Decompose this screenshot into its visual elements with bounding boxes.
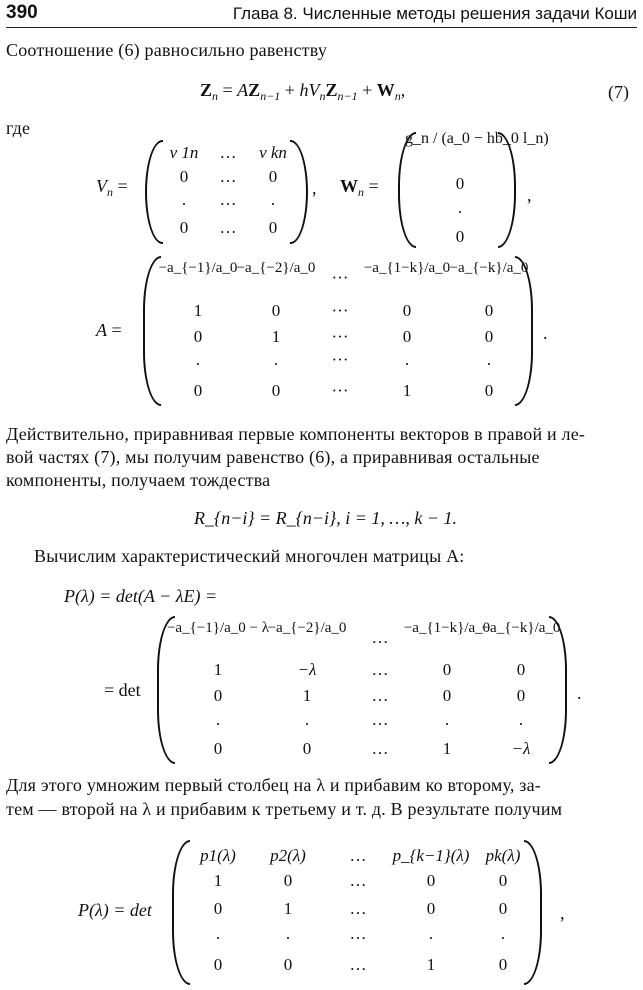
matrix-cell: 0: [484, 381, 494, 400]
p-lambda-definition: P(λ) = det(A − λE) =: [64, 586, 218, 606]
matrix-cell: 0: [455, 174, 465, 193]
matrix-cell: 0: [302, 739, 312, 758]
paragraph-4-line-1: Для этого умножим первый столбец на λ и прибавим ко второму, за-: [6, 775, 541, 795]
matrix-cell: .: [304, 710, 310, 729]
matrix-cell: −a_{−1}/a_0: [158, 260, 238, 276]
matrix-cell: −a_{−k}/a_0: [449, 260, 529, 276]
matrix-cell: 0: [484, 301, 494, 320]
where-label: где: [6, 118, 31, 138]
matrix-cell: 0: [179, 167, 189, 186]
a-right-paren: [515, 256, 533, 406]
matrix-cell: .: [195, 350, 201, 369]
matrix-cell: 0: [213, 739, 223, 758]
matrix-cell: 1: [302, 686, 312, 705]
matrix-cell: .: [285, 924, 291, 943]
a-left-paren: [143, 256, 161, 406]
matrix-cell: p1(λ): [200, 846, 236, 865]
matrix-cell: 0: [498, 871, 508, 890]
equation-7: $Z_n = AZ_{n-1} + hV_nZ_{n-1} + W_n$,: [200, 80, 406, 103]
det-label: = det: [104, 680, 141, 700]
matrix-cell: 0: [402, 327, 412, 346]
matrix-cell: v 1n: [169, 143, 199, 162]
matrix-cell: …: [371, 710, 389, 729]
matrix-cell: .: [486, 350, 492, 369]
matrix-cell: 0: [426, 899, 436, 918]
matrix-cell: 0: [268, 167, 278, 186]
matrix-cell: 1: [402, 381, 412, 400]
matrix-cell: −a_{−2}/a_0: [236, 260, 316, 276]
matrix-cell: …: [349, 899, 367, 918]
matrix-cell: −λ: [511, 739, 531, 758]
matrix-cell: ···: [331, 350, 349, 369]
matrix-cell: 1: [426, 955, 436, 974]
matrix-cell: 1: [283, 899, 293, 918]
matrix-cell: 0: [442, 686, 452, 705]
page-number: 390: [6, 2, 38, 23]
matrix-cell: 0: [426, 871, 436, 890]
matrix-cell: 0: [516, 686, 526, 705]
matrix-cell: .: [428, 924, 434, 943]
identity-equation: R_{n−i} = R_{n−i}, i = 1, …, k − 1.: [194, 508, 458, 528]
matrix-cell: 1: [442, 739, 452, 758]
matrix-cell: .: [404, 350, 410, 369]
matrix-cell: .: [215, 710, 221, 729]
matrix-cell: …: [219, 218, 237, 237]
matrix-cell: 0: [455, 227, 465, 246]
matrix-cell: …: [219, 143, 237, 162]
matrix-cell: …: [219, 167, 237, 186]
matrix-cell: ···: [331, 381, 349, 400]
a-label: A =: [96, 320, 122, 340]
matrix-cell: 0: [484, 327, 494, 346]
matrix-cell: 1: [271, 327, 281, 346]
vn-label: $V_n$ =: [96, 176, 128, 199]
paragraph-2-line-1: Действительно, приравнивая первые компоненты векторов в правой и ле-: [6, 424, 586, 444]
paragraph-3: Вычислим характеристический многочлен матрицы A:: [34, 546, 465, 566]
matrix-cell: p_{k−1}(λ): [392, 846, 470, 865]
matrix-cell: pk(λ): [485, 846, 521, 865]
paragraph-2-line-2: вой частях (7), мы получим равенство (6), а приравнивая остальные: [6, 447, 540, 467]
matrix-cell: 0: [193, 327, 203, 346]
matrix-cell: 0: [402, 301, 412, 320]
matrix-cell: 0: [271, 381, 281, 400]
matrix-cell: 0: [442, 660, 452, 679]
matrix-cell: 0: [498, 899, 508, 918]
matrix-cell: .: [215, 924, 221, 943]
paragraph-4-line-2: тем — второй на λ и прибавим к третьему и т. д. В результате получим: [6, 799, 563, 819]
matrix-cell: −a_{1−k}/a_0: [363, 260, 451, 276]
p-lambda-final-label: P(λ) = det: [78, 900, 152, 920]
matrix-cell: v kn: [259, 143, 287, 162]
matrix-cell: .: [457, 198, 463, 217]
pfinal-left-paren: [172, 840, 190, 985]
matrix-cell: .: [518, 710, 524, 729]
matrix-cell: ···: [331, 327, 349, 346]
matrix-cell: .: [444, 710, 450, 729]
paragraph-2-line-3: компоненты, получаем тождества: [6, 470, 271, 490]
matrix-cell: −a_{1−k}/a_0: [403, 620, 491, 636]
matrix-cell: g_n / (a_0 − hb_0 l_n): [405, 130, 549, 147]
matrix-cell: 0: [213, 899, 223, 918]
running-title: Глава 8. Численные методы решения задачи Коши: [232, 4, 637, 23]
matrix-cell: …: [349, 924, 367, 943]
matrix-cell: …: [371, 686, 389, 705]
matrix-cell: 0: [283, 955, 293, 974]
matrix-cell: 0: [271, 301, 281, 320]
matrix-cell: 1: [213, 660, 223, 679]
matrix-cell: 0: [283, 871, 293, 890]
wn-label: $W_n$ =: [340, 176, 379, 199]
matrix-cell: −a_{−k}/a_0: [481, 620, 561, 636]
matrix-cell: .: [181, 190, 187, 209]
matrix-cell: …: [219, 190, 237, 209]
matrix-cell: 0: [268, 218, 278, 237]
matrix-cell: 0: [193, 381, 203, 400]
equation-number: (7): [608, 82, 629, 102]
matrix-cell: 1: [213, 871, 223, 890]
matrix-cell: 0: [516, 660, 526, 679]
matrix-cell: ···: [331, 301, 349, 320]
matrix-cell: …: [371, 660, 389, 679]
matrix-cell: …: [371, 628, 389, 647]
matrix-cell: 0: [213, 955, 223, 974]
matrix-cell: p2(λ): [270, 846, 306, 865]
matrix-cell: ···: [331, 268, 349, 287]
matrix-cell: …: [349, 846, 367, 865]
vn-right-paren: [290, 140, 308, 244]
matrix-cell: …: [349, 955, 367, 974]
pfinal-right-paren: [524, 840, 542, 985]
vn-left-paren: [145, 140, 163, 244]
matrix-cell: 0: [179, 218, 189, 237]
wn-right-paren: [498, 132, 516, 248]
matrix-cell: …: [349, 871, 367, 890]
wn-left-paren: [398, 132, 416, 248]
matrix-cell: .: [273, 350, 279, 369]
matrix-cell: .: [270, 190, 276, 209]
matrix-cell: −a_{−2}/a_0: [267, 620, 347, 636]
matrix-cell: …: [371, 739, 389, 758]
matrix-cell: 1: [193, 301, 203, 320]
matrix-cell: −λ: [297, 660, 317, 679]
matrix-cell: 0: [213, 686, 223, 705]
aml-left-paren: [157, 616, 175, 764]
matrix-cell: .: [500, 924, 506, 943]
matrix-cell: −a_{−1}/a_0 − λ: [166, 620, 270, 636]
matrix-cell: 0: [498, 955, 508, 974]
page-header: [6, 0, 637, 28]
aml-right-paren: [549, 616, 567, 764]
paragraph-1: Соотношение (6) равносильно равенству: [6, 40, 328, 60]
